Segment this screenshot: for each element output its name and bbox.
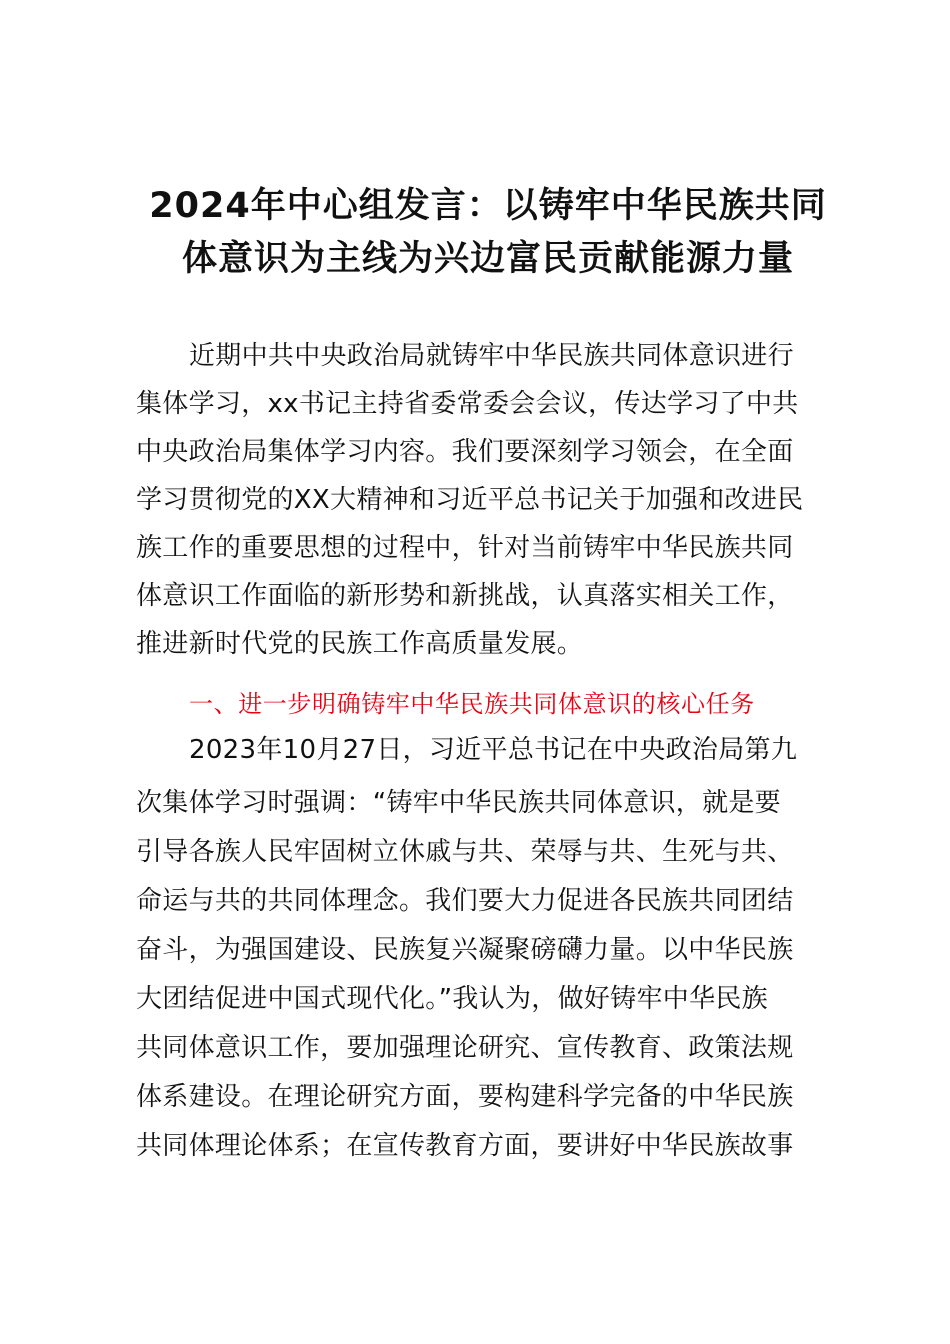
paragraph-line: 体意识工作面临的新形势和新挑战，认真落实相关工作， (136, 581, 794, 611)
paragraph-line: 大团结促进中国式现代化。”我认为，做好铸牢中华民族 (136, 984, 768, 1014)
paragraph-line: 族工作的重要思想的过程中，针对当前铸牢中华民族共同 (136, 533, 794, 563)
paragraph-line: 命运与共的共同体理念。我们要大力促进各民族共同团结 (136, 886, 794, 916)
paragraph-line: 共同体意识工作，要加强理论研究、宣传教育、政策法规 (136, 1033, 794, 1063)
paragraph-line: 次集体学习时强调：“铸牢中华民族共同体意识，就是要 (136, 788, 781, 818)
paragraph-line: 体系建设。在理论研究方面，要构建科学完备的中华民族 (136, 1082, 794, 1112)
paragraph-line: 近期中共中央政治局就铸牢中华民族共同体意识进行 (189, 341, 794, 371)
paragraph-line: 推进新时代党的民族工作高质量发展。 (136, 629, 584, 659)
title-line: 体意识为主线为兴边富民贡献能源力量 (181, 239, 794, 279)
paragraph-line: 学习贯彻党的XX大精神和习近平总书记关于加强和改进民 (136, 485, 804, 515)
paragraph-line: 2023年10月27日，习近平总书记在中央政治局第九 (189, 735, 798, 765)
paragraph-line: 共同体理论体系；在宣传教育方面，要讲好中华民族故事 (136, 1131, 794, 1161)
paragraph-line: 中央政治局集体学习内容。我们要深刻学习领会，在全面 (136, 437, 794, 467)
section-heading: 一、进一步明确铸牢中华民族共同体意识的核心任务 (189, 690, 755, 718)
paragraph-line: 奋斗，为强国建设、民族复兴凝聚磅礴力量。以中华民族 (136, 935, 794, 965)
document-title (128, 180, 848, 286)
paragraph-line: 集体学习，xx书记主持省委常委会会议，传达学习了中共 (136, 389, 799, 419)
paragraph-line: 引导各族人民牢固树立休戚与共、荣辱与共、生死与共、 (136, 837, 794, 867)
title-line: 2024年中心组发言：以铸牢中华民族共同 (149, 186, 827, 226)
